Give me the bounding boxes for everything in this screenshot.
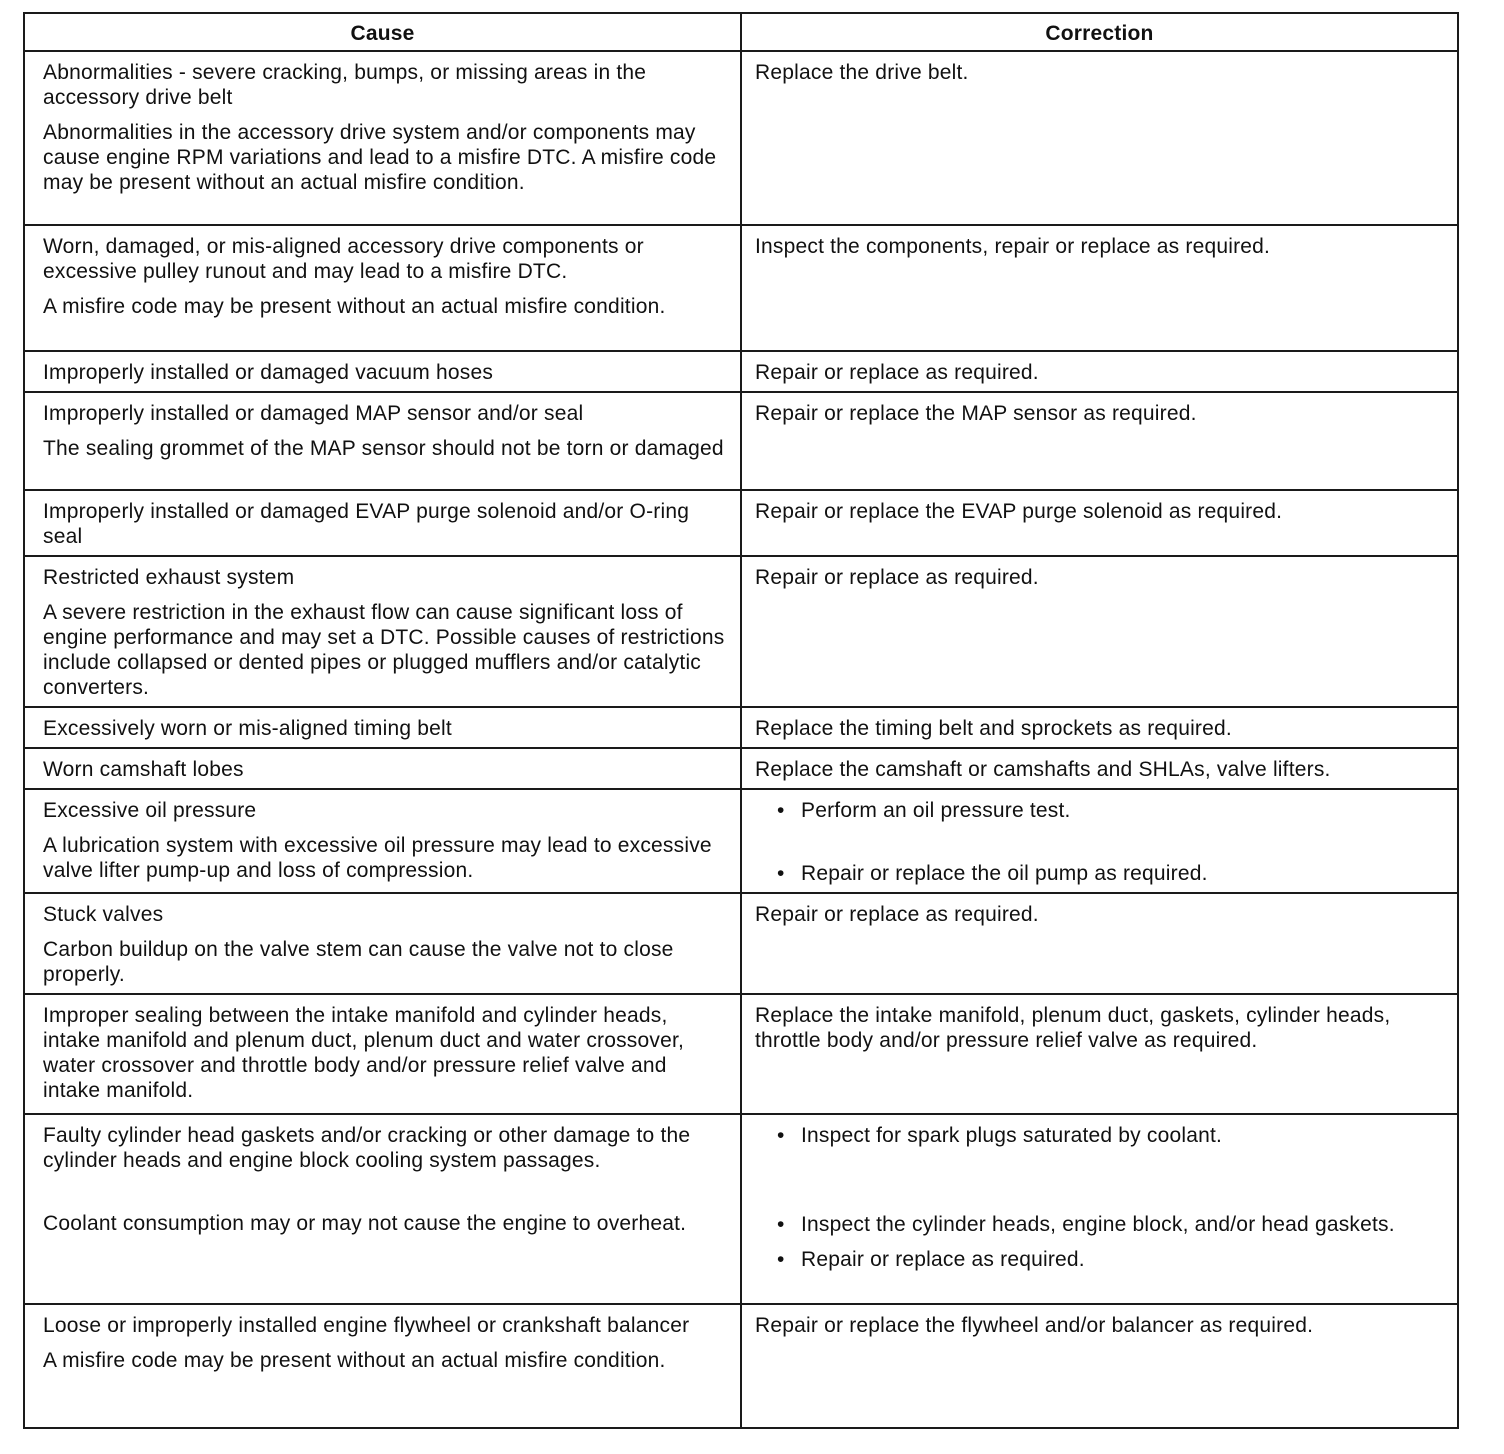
correction-text: Replace the drive belt.: [755, 61, 969, 84]
correction-bullet-list: [755, 798, 1443, 886]
cause-text: Improper sealing between the intake manifold and cylinder heads, intake manifold and plenum duct, plenum duct and water crossover, water crossover and throttle body and/or pressure relief valve and intake manifold.: [43, 1004, 685, 1102]
cause-cell: [24, 225, 741, 351]
correction-text: Inspect the components, repair or replace as required.: [755, 235, 1271, 258]
correction-cell: [741, 225, 1458, 351]
cause-text: Improperly installed or damaged MAP sensor and/or seal: [43, 402, 584, 425]
cause-text: Abnormalities - severe cracking, bumps, or missing areas in the accessory drive belt: [43, 61, 647, 109]
correction-bullet: • Repair or replace the oil pump as required.: [755, 861, 1443, 886]
cause-cell: [24, 707, 741, 748]
cause-correction-table: [23, 12, 1459, 1429]
table-row: [24, 1304, 1458, 1428]
correction-text: Replace the camshaft or camshafts and SHLAs, valve lifters.: [755, 758, 1331, 781]
correction-cell: [741, 893, 1458, 994]
correction-cell: [741, 51, 1458, 225]
table-row: [24, 225, 1458, 351]
cause-text: Loose or improperly installed engine flywheel or crankshaft balancer: [43, 1314, 690, 1337]
cause-note: The sealing grommet of the MAP sensor should not be torn or damaged: [43, 437, 724, 460]
correction-text: Repair or replace as required.: [755, 903, 1039, 926]
correction-text: Repair or replace as required.: [755, 361, 1039, 384]
cause-note: A misfire code may be present without an actual misfire condition.: [43, 1349, 666, 1372]
cause-cell: [24, 789, 741, 893]
correction-text: Replace the timing belt and sprockets as required.: [755, 717, 1232, 740]
table-row: [24, 789, 1458, 893]
cause-text: Stuck valves: [43, 903, 164, 926]
cause-text: Improperly installed or damaged EVAP purge solenoid and/or O-ring seal: [43, 500, 690, 548]
cause-cell: [24, 1304, 741, 1428]
correction-text: Repair or replace the EVAP purge solenoid as required.: [755, 500, 1283, 523]
correction-cell: [741, 351, 1458, 392]
table-row: [24, 392, 1458, 490]
table-row: [24, 351, 1458, 392]
header-cause: Cause: [24, 13, 741, 51]
table-row: [24, 556, 1458, 707]
correction-cell: [741, 1114, 1458, 1304]
table-row: [24, 994, 1458, 1114]
correction-text: Repair or replace the MAP sensor as required.: [755, 402, 1197, 425]
cause-cell: [24, 1114, 741, 1304]
correction-cell: [741, 789, 1458, 893]
cause-note: Abnormalities in the accessory drive system and/or components may cause engine RPM variations and lead to a misfire DTC. A misfire code may be present without an actual misfire condition.: [43, 121, 717, 194]
cause-text: Worn, damaged, or mis-aligned accessory drive components or excessive pulley runout and may lead to a misfire DTC.: [43, 235, 644, 283]
cause-text: Improperly installed or damaged vacuum hoses: [43, 361, 494, 384]
correction-bullet: • Inspect the cylinder heads, engine block, and/or head gaskets.: [755, 1212, 1443, 1237]
cause-note: Coolant consumption may or may not cause the engine to overheat.: [43, 1212, 687, 1235]
correction-bullet: • Perform an oil pressure test.: [755, 798, 1443, 823]
table-row: [24, 893, 1458, 994]
correction-bullet-list: [755, 1123, 1443, 1272]
correction-text: Replace the intake manifold, plenum duct, gaskets, cylinder heads, throttle body and/or pressure relief valve as required.: [755, 1004, 1391, 1052]
table-row: [24, 490, 1458, 556]
correction-text: Repair or replace as required.: [755, 566, 1039, 589]
correction-cell: [741, 490, 1458, 556]
cause-cell: [24, 748, 741, 789]
correction-bullet: • Repair or replace as required.: [755, 1247, 1443, 1272]
correction-text: Repair or replace the flywheel and/or balancer as required.: [755, 1314, 1314, 1337]
correction-cell: [741, 994, 1458, 1114]
cause-text: Faulty cylinder head gaskets and/or cracking or other damage to the cylinder heads and engine block cooling system passages.: [43, 1124, 691, 1172]
correction-bullet: • Inspect for spark plugs saturated by coolant.: [755, 1123, 1443, 1148]
cause-note: A lubrication system with excessive oil pressure may lead to excessive valve lifter pump-up and loss of compression.: [43, 834, 712, 882]
cause-text: Excessively worn or mis-aligned timing belt: [43, 717, 452, 740]
cause-text: Restricted exhaust system: [43, 566, 295, 589]
correction-cell: [741, 748, 1458, 789]
header-correction: Correction: [741, 13, 1458, 51]
cause-text: Excessive oil pressure: [43, 799, 257, 822]
cause-cell: [24, 351, 741, 392]
correction-cell: [741, 556, 1458, 707]
cause-text: Worn camshaft lobes: [43, 758, 244, 781]
cause-cell: [24, 556, 741, 707]
cause-cell: [24, 893, 741, 994]
cause-note: A misfire code may be present without an actual misfire condition.: [43, 295, 666, 318]
table-row: [24, 748, 1458, 789]
table-header-row: [24, 13, 1458, 51]
correction-cell: [741, 392, 1458, 490]
cause-cell: [24, 994, 741, 1114]
correction-cell: [741, 707, 1458, 748]
cause-cell: [24, 392, 741, 490]
cause-note: A severe restriction in the exhaust flow can cause significant loss of engine performance and may set a DTC. Possible causes of restrictions include collapsed or dented pipes or plugged mufflers and/or catalytic converters.: [43, 601, 725, 699]
correction-cell: [741, 1304, 1458, 1428]
cause-cell: [24, 51, 741, 225]
table-row: [24, 1114, 1458, 1304]
table-row: [24, 707, 1458, 748]
cause-note: Carbon buildup on the valve stem can cause the valve not to close properly.: [43, 938, 674, 986]
cause-cell: [24, 490, 741, 556]
table-row: [24, 51, 1458, 225]
